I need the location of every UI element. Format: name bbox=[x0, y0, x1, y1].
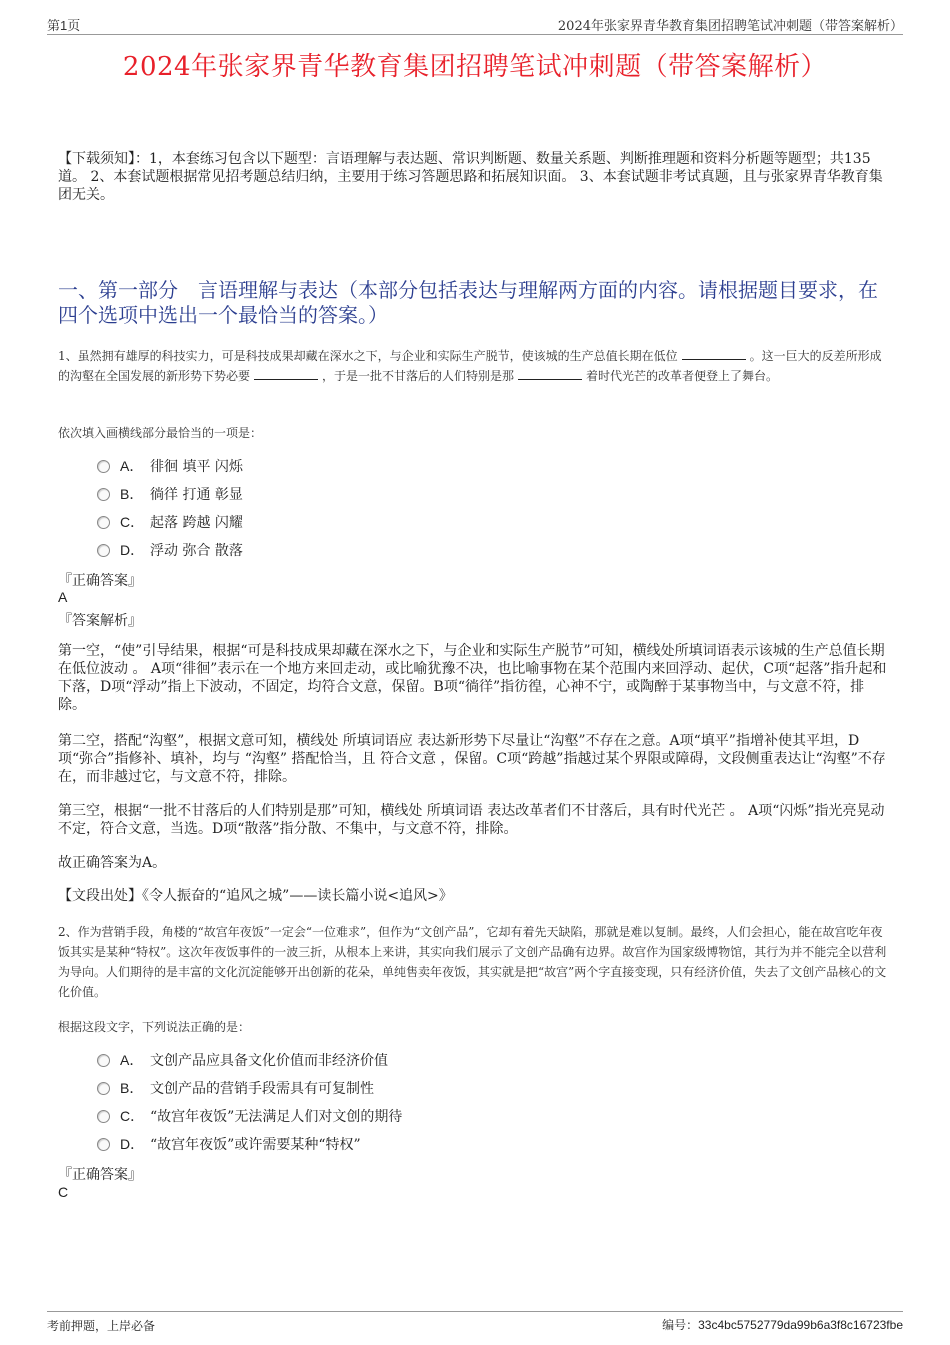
fill-blank bbox=[254, 367, 318, 380]
q1-option-d[interactable]: D． 浮动 弥合 散落 bbox=[97, 540, 243, 560]
footer-doc-id: 编号：33c4bc5752779da99b6a3f8c16723fbe bbox=[662, 1318, 903, 1332]
q1-option-c[interactable]: C． 起落 跨越 闪耀 bbox=[97, 512, 243, 532]
q1-answer-label: 『正确答案』 bbox=[58, 573, 142, 589]
q1-analysis-2: 第二空，搭配“沟壑”，根据文意可知，横线处 所填词语应 表达新形势下尽量让“沟壑”不存在之意。A项“填平”指增补使其平坦，D项“弥合”指修补、填补，均与 “沟壑” 搭配恰当，且 符合文意 ，保留。C项“跨越”指越过某个界限或障碍，文段侧重表达让“沟壑”不存在，而非越过它，与文意不符，排除。 bbox=[58, 733, 886, 785]
q2-option-c[interactable]: C． “故宫年夜饭”无法满足人们对文创的期待 bbox=[97, 1106, 402, 1126]
fill-blank bbox=[518, 367, 582, 380]
radio-icon[interactable] bbox=[97, 1138, 110, 1151]
radio-icon[interactable] bbox=[97, 516, 110, 529]
q1-option-a[interactable]: A． 徘徊 填平 闪烁 bbox=[97, 456, 243, 476]
q1-answer: A bbox=[58, 589, 68, 605]
document-title: 2024年张家界青华教育集团招聘笔试冲刺题（带答案解析） bbox=[122, 52, 828, 82]
q1-source: 【文段出处】《令人振奋的“追风之城”——读长篇小说<追风>》 bbox=[58, 888, 453, 904]
fill-blank bbox=[682, 347, 746, 360]
question-2-prompt: 根据这段文字，下列说法正确的是： bbox=[58, 1020, 251, 1034]
section-title: 一、第一部分 言语理解与表达（本部分包括表达与理解两方面的内容。请根据题目要求，在四个选项中选出一个最恰当的答案。） bbox=[58, 278, 878, 327]
q2-answer: C bbox=[58, 1184, 69, 1200]
q2-option-d[interactable]: D． “故宫年夜饭”或许需要某种“特权” bbox=[97, 1134, 361, 1154]
q2-option-a[interactable]: A． 文创产品应具备文化价值而非经济价值 bbox=[97, 1050, 388, 1070]
q1-option-b[interactable]: B． 徜徉 打通 彰显 bbox=[97, 484, 243, 504]
radio-icon[interactable] bbox=[97, 488, 110, 501]
question-2-text: 2、作为营销手段，角楼的“故宫年夜饭”一定会“一位难求”，但作为“文创产品”，它却有着先天缺陷，那就是难以复制。最终，人们会担心，能在故宫吃年夜饭其实是某种“特权”。这次年夜饭事件的一波三折，从根本上来讲，其实向我们展示了文创产品确有边界。故宫作为国家级博物馆，其行为并不能完全以营利为导向。人们期待的是丰富的文化沉淀能够开出创新的花朵，单纯售卖年夜饭，其实就是把“故宫”两个字直接变现，只有经济价值，失去了文创产品核心的文化价值。 bbox=[58, 925, 887, 999]
q2-answer-label: 『正确答案』 bbox=[58, 1167, 142, 1183]
header-doc-title: 2024年张家界青华教育集团招聘笔试冲刺题（带答案解析） bbox=[557, 19, 903, 34]
radio-icon[interactable] bbox=[97, 1054, 110, 1067]
question-1-text: 1、虽然拥有雄厚的科技实力，可是科技成果却藏在深水之下，与企业和实际生产脱节，使该城的生产总值长期在低位 。这一巨大的反差所形成的沟壑在全国发展的新形势下势必要 ，于是一批不甘落后的人们特别是那 着时代光芒的改革者便登上了舞台。 bbox=[58, 349, 882, 383]
radio-icon[interactable] bbox=[97, 544, 110, 557]
radio-icon[interactable] bbox=[97, 460, 110, 473]
q1-analysis-3: 第三空，根据“一批不甘落后的人们特别是那”可知，横线处 所填词语 表达改革者们不甘落后，具有时代光芒 。 A项“闪烁”指光亮晃动不定，符合文意，当选。D项“散落”指分散、不集中，与文意不符，排除。 bbox=[58, 803, 885, 837]
question-1-prompt: 依次填入画横线部分最恰当的一项是： bbox=[58, 426, 263, 440]
q1-analysis-label: 『答案解析』 bbox=[58, 613, 142, 629]
radio-icon[interactable] bbox=[97, 1110, 110, 1123]
page-header bbox=[47, 14, 903, 35]
q2-option-b[interactable]: B． 文创产品的营销手段需具有可复制性 bbox=[97, 1078, 374, 1098]
download-notice: 【下载须知】：1，本套练习包含以下题型：言语理解与表达题、常识判断题、数量关系题、判断推理题和资料分析题等题型；共135道。 2、本套试题根据常见招考题总结归纳，主要用于练习答题思路和拓展知识面。 3、本套试题非考试真题，且与张家界青华教育集团无关。 bbox=[58, 151, 883, 203]
radio-icon[interactable] bbox=[97, 1082, 110, 1095]
footer-slogan: 考前押题，上岸必备 bbox=[47, 1319, 156, 1333]
page-footer bbox=[47, 1311, 903, 1334]
page-number: 第1页 bbox=[47, 18, 81, 33]
q1-conclusion: 故正确答案为A。 bbox=[58, 855, 167, 871]
q1-analysis-1: 第一空，“使”引导结果，根据“可是科技成果却藏在深水之下，与企业和实际生产脱节”可知，横线处所填词语表示该城的生产总值长期在低位波动 。 A项“徘徊”表示在一个地方来回走动，或比喻犹豫不决，也比喻事物在某个范围内来回浮动、起伏，C项“起落”指升起和下落，D项“浮动”指上下波动，不固定，均符合文意，保留。B项“徜徉”指彷徨，心神不宁，或陶醉于某事物当中，与文意不符，排除。 bbox=[58, 643, 887, 713]
